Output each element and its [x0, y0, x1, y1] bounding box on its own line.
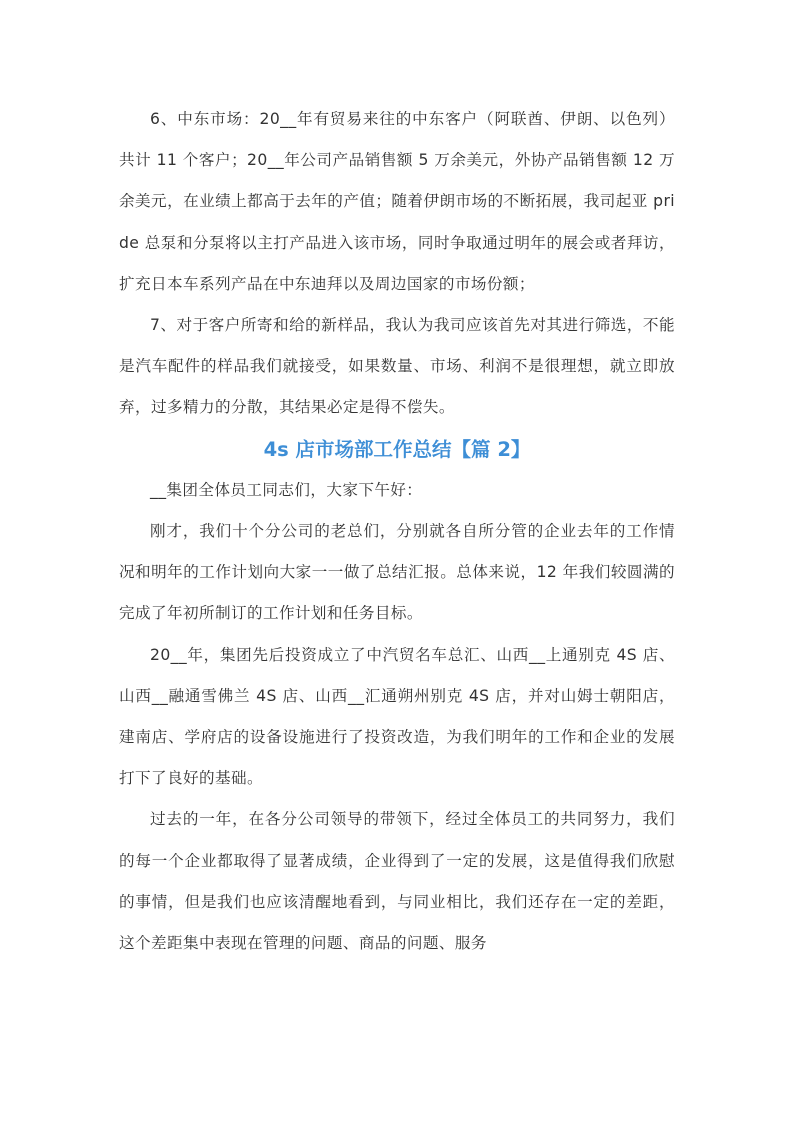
section-heading: 4s 店市场部工作总结【篇 2】: [263, 437, 531, 461]
paragraph-new-samples: 7、对于客户所寄和给的新样品，我认为我司应该首先对其进行筛选，不能是汽车配件的样品我们就接受，如果数量、市场、利润不是很理想，就立即放弃，过多精力的分散，其结果必定是得不偿失。: [119, 316, 675, 417]
document-body: [119, 99, 675, 964]
paragraph-summary-report: 刚才，我们十个分公司的老总们，分别就各自所分管的企业去年的工作情况和明年的工作计划向大家一一做了总结汇报。总体来说，12 年我们较圆满的完成了年初所制订的工作计划和任务目标。: [119, 522, 675, 623]
paragraph-past-year: 过去的一年，在各分公司领导的带领下，经过全体员工的共同努力，我们的每一个企业都取得了显著成绩，企业得到了一定的发展，这是值得我们欣慰的事情，但是我们也应该清醒地看到，与同业相比，我们还存在一定的差距，这个差距集中表现在管理的问题、商品的问题、服务: [119, 810, 675, 953]
paragraph-investments: 20__年，集团先后投资成立了中汽贸名车总汇、山西__上通别克 4S 店、山西__融通雪佛兰 4S 店、山西__汇通朔州别克 4S 店，并对山姆士朝阳店，建南店、学府店的设备设施进行了投资改造，为我们明年的工作和企业的发展打下了良好的基础。: [119, 645, 675, 788]
paragraph-middle-east-market: 6、中东市场：20__年有贸易来往的中东客户（阿联酋、伊朗、以色列）共计 11 个客户；20__年公司产品销售额 5 万余美元，外协产品销售额 12 万余美元，在业绩上都高于去年的产值；随着伊朗市场的不断拓展，我司起亚 pride 总泵和分泵将以主打产品进入该市场，同时争取通过明年的展会或者拜访，扩充日本车系列产品在中东迪拜以及周边国家的市场份额；: [119, 110, 675, 293]
paragraph-greeting: __集团全体员工同志们，大家下午好：: [150, 480, 423, 499]
